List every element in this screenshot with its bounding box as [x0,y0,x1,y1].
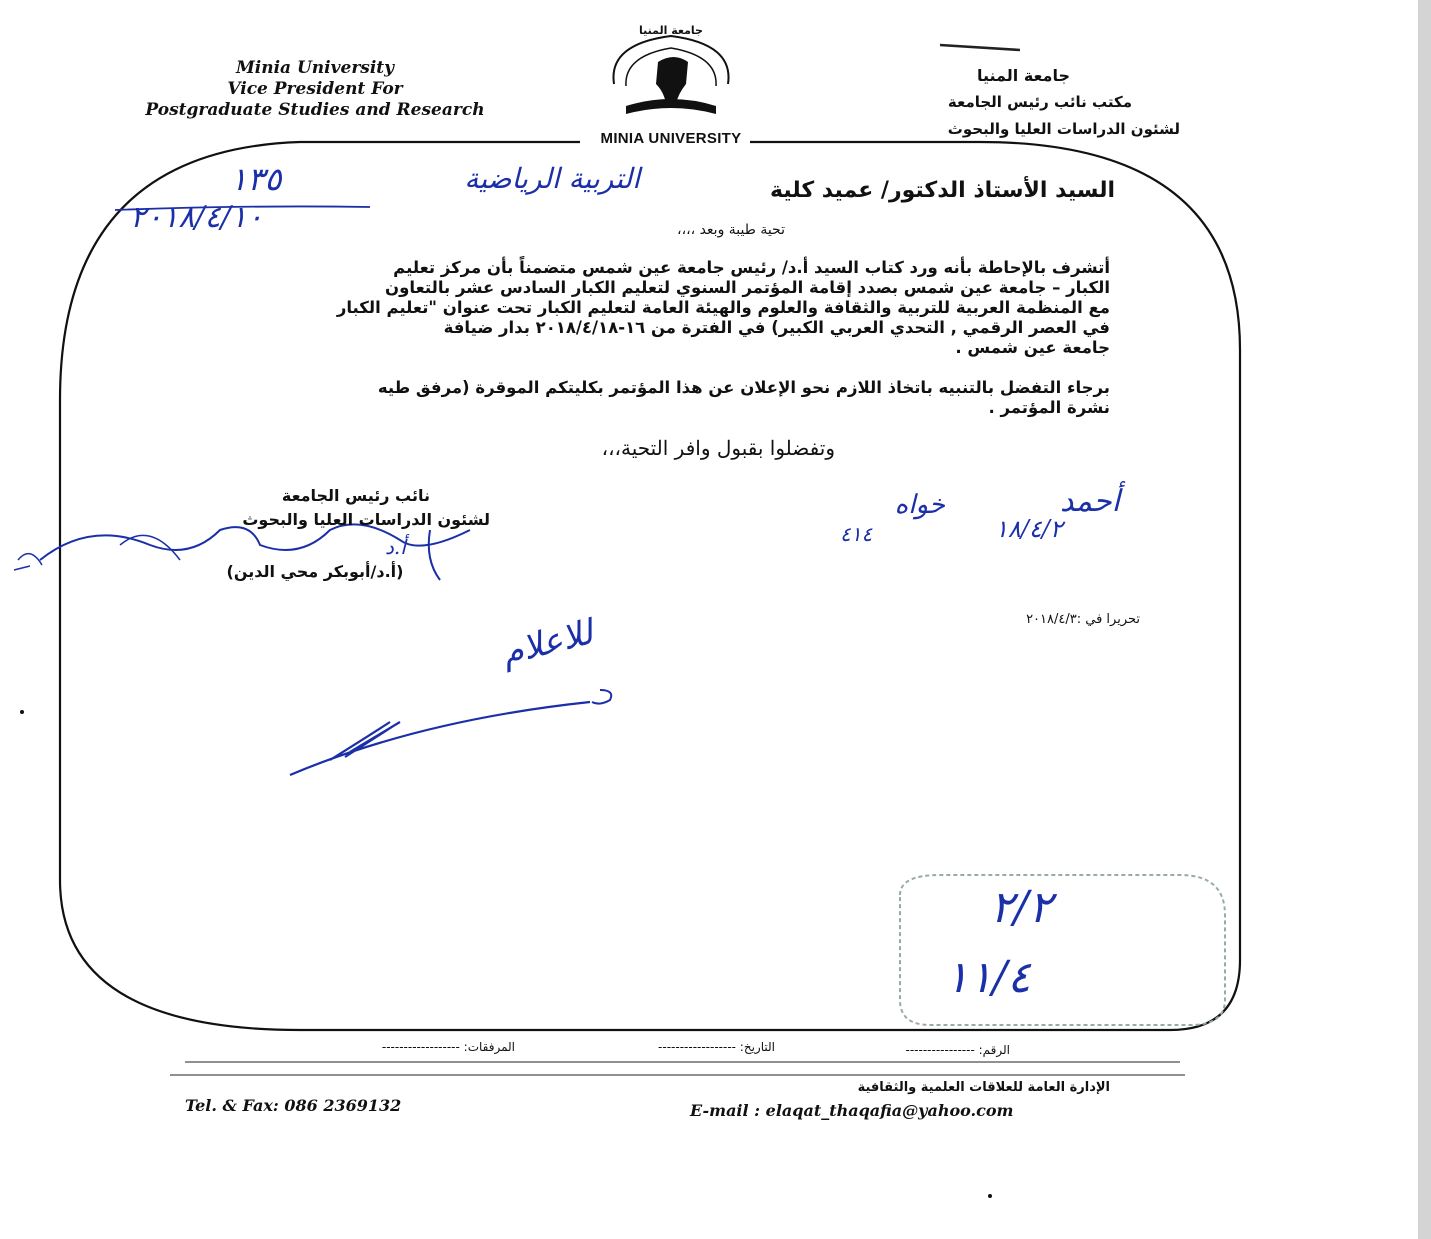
header-ar-line2: مكتب نائب رئيس الجامعة [947,93,1132,111]
body-p1-line4: في العصر الرقمي , التحدي العربي الكبير) في الفترة من ١٦-٢٠١٨/٤/١٨ بدار ضيافة [443,318,1110,337]
logo-english-text: MINIA UNIVERSITY [600,130,742,147]
handwritten-action: للاعلام [497,612,597,674]
addressee-number-handwritten: ١٣٥ [230,160,282,198]
body-p1-line5: جامعة عين شمس . [955,338,1110,357]
footer-email: E-mail : elaqat_thaqafia@yahoo.com [690,1101,1014,1120]
signature-title1: نائب رئيس الجامعة [281,486,430,505]
university-logo [596,22,746,152]
header-ar-line3: لشئون الدراسات العليا والبحوث [947,120,1180,138]
handwritten-note-left1: خواه [894,490,945,520]
stamp-handwriting-1: ٢/٢ [990,882,1053,933]
logo-emblem [596,22,746,122]
header-en-line1: Minia University [235,58,395,78]
closing: وتفضلوا بقبول وافر التحية،،، [601,436,835,460]
signature-name: (أ.د/أبوبكر محي الدين) [226,562,404,581]
addressee-faculty-handwritten: التربية الرياضية [464,162,640,195]
body-p1-line2: الكبار – جامعة عين شمس بصدد إقامة المؤتمر السنوي لتعليم الكبار السادس عشر بالتعاون [385,278,1110,297]
form-number-label: الرقم: ---------------- [905,1043,1010,1057]
body-p2-line2: نشرة المؤتمر . [988,398,1110,417]
greeting: تحية طيبة وبعد ،،،، [677,222,785,238]
addressee-printed: السيد الأستاذ الدكتور/ عميد كلية [770,178,1115,203]
body-p1-line3: مع المنظمة العربية للتربية والثقافة والعلوم والهيئة العامة لتعليم الكبار تحت عنوان "تعليم الكبار [336,298,1110,317]
handwritten-note-right2: ١٨/٤/٢ [995,515,1063,543]
header-english [100,58,530,121]
stamp-handwriting-2: ١١/٤ [945,952,1031,1003]
addressee-date-handwritten: ٢٠١٨/٤/١٠ [130,200,264,235]
header-ar-line1: جامعة المنيا [976,66,1070,85]
signature-title2: لشئون الدراسات العليا والبحوث [242,510,490,529]
signature-initial: أ.د [385,535,406,559]
handwritten-note-left2: ٤١٤ [840,522,873,546]
footer-department: الإدارة العامة للعلاقات العلمية والثقافية [857,1080,1110,1095]
body-p1-line1: أتشرف بالإحاطة بأنه ورد كتاب السيد أ.د/ رئيس جامعة عين شمس متضمناً بأن مركز تعليم [393,258,1110,277]
body-p2-line1: برجاء التفضل بالتنبيه باتخاذ اللازم نحو الإعلان عن هذا المؤتمر بكليتكم الموقرة (مرفق طيه [377,378,1110,397]
form-attachments-label: المرفقات: ------------------ [381,1040,515,1054]
header-arabic [860,62,1180,143]
header-en-line3: Postgraduate Studies and Research [145,100,485,120]
footer-tel: Tel. & Fax: 086 2369132 [185,1096,402,1115]
body-paragraph-1 [180,258,1110,358]
scan-edge [1418,0,1431,1239]
handwritten-note-right1: أحمد [1060,484,1120,519]
signature-block [130,484,490,532]
body-paragraph-2 [180,378,1110,418]
logo-arabic-text: جامعة المنيا [639,24,703,37]
header-en-line2: Vice President For [227,79,403,99]
written-date: تحريرا في :٢٠١٨/٤/٣ [1026,612,1140,627]
form-date-label: التاريخ: ------------------ [658,1040,775,1054]
